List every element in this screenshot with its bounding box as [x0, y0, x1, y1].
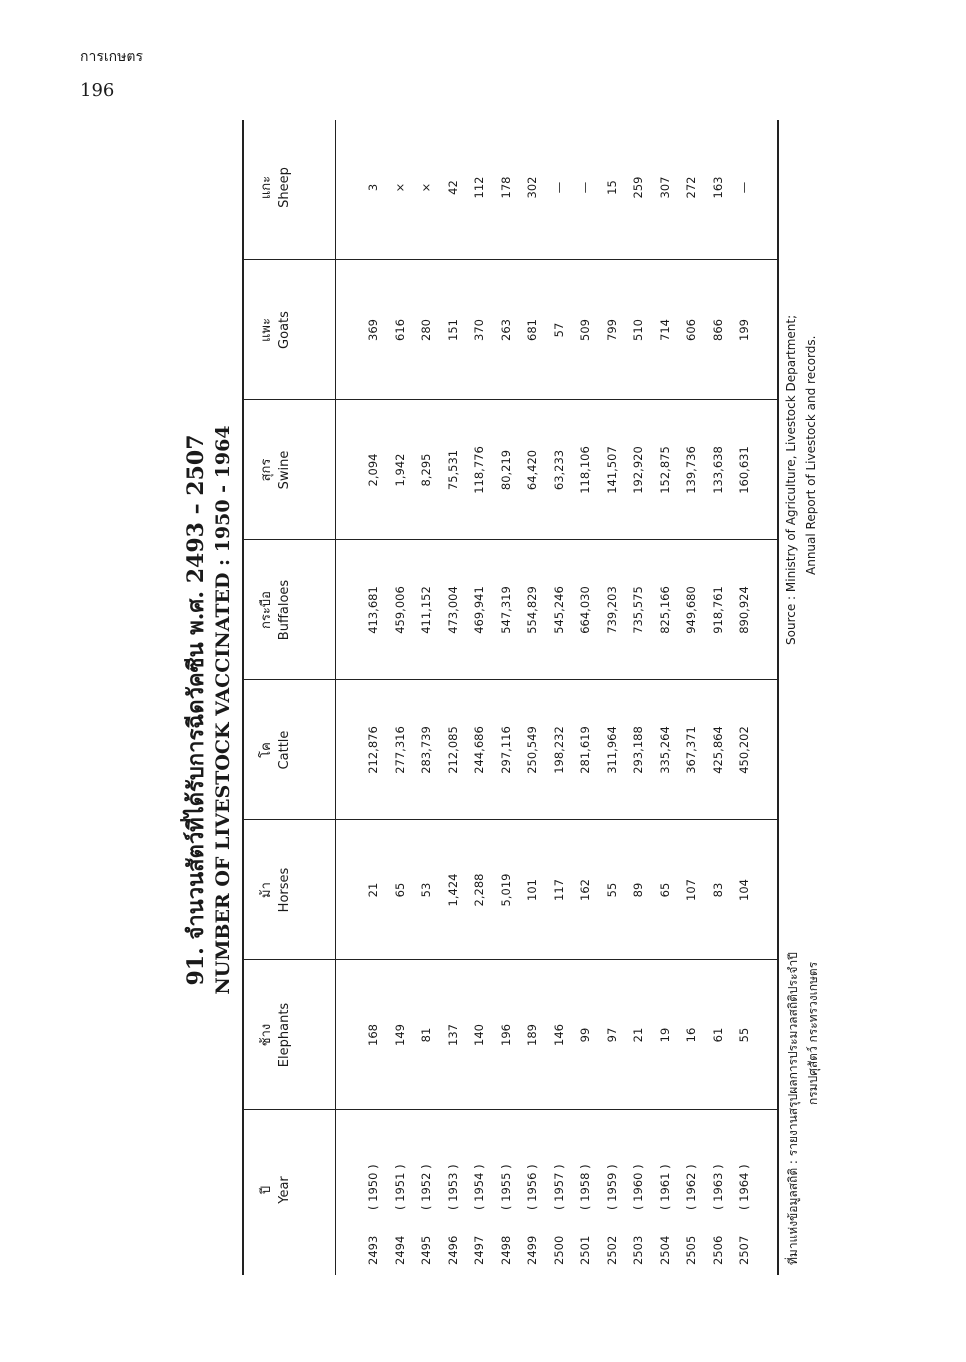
- swine-value: 118,776: [472, 446, 486, 494]
- swine-value: 80,219: [498, 449, 513, 491]
- table-row: [525, 115, 551, 1305]
- header-sheep-english: Sheep: [277, 167, 292, 208]
- swine-value: 160,631: [737, 446, 751, 494]
- year-buddhist-era: 2493: [366, 1235, 380, 1265]
- source-english-line-1: Source : Ministry of Agriculture, Livestock Department;: [784, 314, 798, 645]
- horses-value: 89: [631, 882, 645, 898]
- horses-value: 83: [710, 882, 725, 898]
- header-buffaloes: [258, 550, 294, 670]
- buffaloes-value: 739,203: [604, 586, 619, 634]
- year-common-era: ( 1959 ): [604, 1164, 619, 1210]
- header-cattle: [258, 690, 294, 810]
- horses-value: 65: [657, 882, 672, 898]
- table-row: [499, 115, 525, 1305]
- swine-value: 192,920: [631, 446, 645, 494]
- sheep-value: 163: [710, 176, 725, 199]
- header-goats-thai: แพะ: [259, 318, 274, 342]
- goats-value: 57: [551, 322, 566, 338]
- page-number: 196: [80, 80, 115, 101]
- elephants-value: 149: [392, 1024, 407, 1046]
- rotated-table-page: [170, 115, 820, 1305]
- year-common-era: ( 1954 ): [472, 1164, 486, 1210]
- elephants-value: 16: [684, 1027, 698, 1043]
- table-row: [631, 115, 657, 1305]
- year-common-era: ( 1951 ): [392, 1164, 407, 1210]
- sheep-value: 307: [657, 176, 672, 199]
- swine-value: 8,295: [419, 453, 433, 487]
- goats-value: 509: [578, 319, 592, 341]
- header-elephants: [258, 970, 294, 1100]
- header-goats: [258, 270, 294, 390]
- table-row: [472, 115, 498, 1305]
- header-buffaloes-english: Buffaloes: [277, 579, 292, 641]
- year-common-era: ( 1953 ): [445, 1164, 460, 1210]
- horses-value: 162: [578, 879, 592, 901]
- header-horses-thai: ม้า: [259, 882, 274, 898]
- sheep-value: ×: [419, 182, 433, 193]
- goats-value: 369: [366, 319, 380, 341]
- cattle-value: 335,264: [657, 726, 672, 774]
- year-buddhist-era: 2497: [472, 1235, 486, 1265]
- header-cattle-thai: โค: [259, 742, 274, 758]
- sheep-value: ×: [392, 182, 407, 193]
- swine-value: 152,875: [657, 446, 672, 494]
- elephants-value: 146: [551, 1024, 566, 1046]
- buffaloes-value: 469,941: [472, 586, 486, 634]
- horses-value: 2,288: [472, 873, 486, 907]
- buffaloes-value: 473,004: [445, 586, 460, 634]
- goats-value: 199: [737, 319, 751, 341]
- buffaloes-value: 890,924: [737, 586, 751, 634]
- goats-value: 681: [525, 319, 539, 341]
- header-swine-english: Swine: [277, 450, 292, 490]
- swine-value: 2,094: [366, 453, 380, 487]
- source-thai-line-2: กรมปศุสัตว์ กระทรวงเกษตร: [806, 961, 820, 1105]
- elephants-value: 55: [737, 1027, 751, 1043]
- elephants-value: 99: [578, 1027, 592, 1043]
- cattle-value: 281,619: [578, 726, 592, 774]
- header-horses: [258, 830, 294, 950]
- goats-value: 280: [419, 319, 433, 341]
- table-row: [658, 115, 684, 1305]
- buffaloes-value: 918,761: [710, 586, 725, 634]
- year-common-era: ( 1952 ): [419, 1164, 433, 1210]
- elephants-value: 196: [498, 1024, 513, 1046]
- table-row: [711, 115, 737, 1305]
- table-bottom-rule: [777, 120, 779, 1275]
- horses-value: 55: [604, 882, 619, 898]
- sheep-value: 15: [604, 180, 619, 195]
- cattle-value: 311,964: [604, 726, 619, 774]
- year-buddhist-era: 2494: [392, 1235, 407, 1265]
- table-row: [366, 115, 392, 1305]
- elephants-value: 97: [604, 1027, 619, 1043]
- horses-value: 117: [551, 879, 566, 901]
- swine-value: 75,531: [445, 449, 460, 491]
- buffaloes-value: 411,152: [419, 586, 433, 634]
- year-buddhist-era: 2500: [551, 1235, 566, 1265]
- year-buddhist-era: 2503: [631, 1235, 645, 1265]
- sheep-value: —: [551, 181, 566, 194]
- header-swine-thai: สุกร: [259, 458, 274, 482]
- cattle-value: 212,876: [366, 726, 380, 774]
- table-top-rule: [242, 120, 244, 1275]
- header-goats-english: Goats: [277, 311, 292, 349]
- swine-value: 118,106: [578, 446, 592, 494]
- header-horses-english: Horses: [277, 867, 292, 913]
- cattle-value: 425,864: [710, 726, 725, 774]
- elephants-value: 61: [710, 1027, 725, 1043]
- horses-value: 107: [684, 879, 698, 901]
- header-elephants-english: Elephants: [277, 1002, 292, 1068]
- cattle-value: 367,371: [684, 726, 698, 774]
- source-english-line-2: Annual Report of Livestock and records.: [804, 335, 818, 575]
- cattle-value: 450,202: [737, 726, 751, 774]
- goats-value: 510: [631, 319, 645, 341]
- horses-value: 5,019: [498, 873, 513, 907]
- header-cattle-english: Cattle: [277, 730, 292, 770]
- year-common-era: ( 1961 ): [657, 1164, 672, 1210]
- header-year-thai: ปี: [259, 1185, 274, 1195]
- year-common-era: ( 1958 ): [578, 1164, 592, 1210]
- table-row: [419, 115, 445, 1305]
- horses-value: 1,424: [445, 873, 460, 907]
- sheep-value: 112: [472, 176, 486, 199]
- swine-value: 64,420: [525, 449, 539, 491]
- header-sheep: [258, 125, 294, 250]
- year-common-era: ( 1950 ): [366, 1164, 380, 1210]
- swine-value: 139,736: [684, 446, 698, 494]
- sheep-value: 272: [684, 176, 698, 199]
- goats-value: 714: [657, 319, 672, 341]
- elephants-value: 19: [657, 1027, 672, 1043]
- elephants-value: 81: [419, 1027, 433, 1043]
- year-buddhist-era: 2502: [604, 1235, 619, 1265]
- year-common-era: ( 1963 ): [710, 1164, 725, 1210]
- table-row: [446, 115, 472, 1305]
- header-year: [258, 1115, 294, 1265]
- year-common-era: ( 1956 ): [525, 1164, 539, 1210]
- goats-value: 799: [604, 319, 619, 341]
- buffaloes-value: 825,166: [657, 586, 672, 634]
- swine-value: 141,507: [604, 446, 619, 494]
- source-thai-line-1: ที่มาแห่งข้อมูลสถิติ : รายงานสรุปผลการประมวลสถิติประจำปี: [786, 952, 800, 1265]
- table-row: [684, 115, 710, 1305]
- sheep-value: —: [737, 181, 751, 194]
- goats-value: 616: [392, 319, 407, 341]
- cattle-value: 277,316: [392, 726, 407, 774]
- year-buddhist-era: 2498: [498, 1235, 513, 1265]
- year-common-era: ( 1960 ): [631, 1164, 645, 1210]
- buffaloes-value: 949,680: [684, 586, 698, 634]
- year-buddhist-era: 2496: [445, 1235, 460, 1265]
- goats-value: 263: [498, 319, 513, 341]
- table-title-english: NUMBER OF LIVESTOCK VACCINATED : 1950 - 1964: [212, 425, 234, 995]
- header-elephants-thai: ช้าง: [259, 1023, 274, 1047]
- goats-value: 370: [472, 319, 486, 341]
- elephants-value: 140: [472, 1024, 486, 1046]
- header-swine: [258, 410, 294, 530]
- table-row: [552, 115, 578, 1305]
- sheep-value: 302: [525, 176, 539, 199]
- elephants-value: 21: [631, 1027, 645, 1043]
- sheep-value: 178: [498, 176, 513, 199]
- year-buddhist-era: 2495: [419, 1235, 433, 1265]
- year-common-era: ( 1962 ): [684, 1164, 698, 1210]
- buffaloes-value: 459,006: [392, 586, 407, 634]
- year-buddhist-era: 2506: [710, 1235, 725, 1265]
- header-year-english: Year: [277, 1176, 292, 1204]
- year-common-era: ( 1957 ): [551, 1164, 566, 1210]
- swine-value: 63,233: [551, 449, 566, 491]
- elephants-value: 168: [366, 1024, 380, 1046]
- year-common-era: ( 1955 ): [498, 1164, 513, 1210]
- horses-value: 21: [366, 882, 380, 898]
- header-rule: [335, 120, 336, 1275]
- sheep-value: —: [578, 181, 592, 194]
- elephants-value: 137: [445, 1024, 460, 1046]
- running-header-label: การเกษตร: [80, 49, 143, 65]
- goats-value: 606: [684, 319, 698, 341]
- cattle-value: 250,549: [525, 726, 539, 774]
- buffaloes-value: 664,030: [578, 586, 592, 634]
- year-buddhist-era: 2504: [657, 1235, 672, 1265]
- table-row: [578, 115, 604, 1305]
- cattle-value: 212,085: [445, 726, 460, 774]
- goats-value: 866: [710, 319, 725, 341]
- sheep-value: 259: [631, 176, 645, 199]
- sheep-value: 3: [366, 183, 380, 192]
- header-sheep-thai: แกะ: [259, 175, 274, 200]
- horses-value: 104: [737, 879, 751, 901]
- cattle-value: 293,188: [631, 726, 645, 774]
- horses-value: 65: [392, 882, 407, 898]
- cattle-value: 198,232: [551, 726, 566, 774]
- cattle-value: 297,116: [498, 726, 513, 774]
- year-buddhist-era: 2499: [525, 1235, 539, 1265]
- year-buddhist-era: 2501: [578, 1235, 592, 1265]
- buffaloes-value: 413,681: [366, 586, 380, 634]
- table-row: [393, 115, 419, 1305]
- goats-value: 151: [445, 319, 460, 341]
- header-buffaloes-thai: กระบือ: [259, 591, 274, 629]
- swine-value: 133,638: [710, 446, 725, 494]
- year-common-era: ( 1964 ): [737, 1164, 751, 1210]
- buffaloes-value: 545,246: [551, 586, 566, 634]
- elephants-value: 189: [525, 1024, 539, 1046]
- buffaloes-value: 547,319: [498, 586, 513, 634]
- buffaloes-value: 735,575: [631, 586, 645, 634]
- swine-value: 1,942: [392, 453, 407, 487]
- horses-value: 53: [419, 882, 433, 898]
- year-buddhist-era: 2507: [737, 1235, 751, 1265]
- table-row: [605, 115, 631, 1305]
- cattle-value: 283,739: [419, 726, 433, 774]
- table-title-thai: 91. จำนวนสัตว์ที่ได้รับการฉีดวัคซีน พ.ศ. 2493 – 2507: [183, 434, 209, 986]
- table-row: [737, 115, 763, 1305]
- year-buddhist-era: 2505: [684, 1235, 698, 1265]
- cattle-value: 244,686: [472, 726, 486, 774]
- sheep-value: 42: [445, 180, 460, 195]
- buffaloes-value: 554,829: [525, 586, 539, 634]
- horses-value: 101: [525, 879, 539, 901]
